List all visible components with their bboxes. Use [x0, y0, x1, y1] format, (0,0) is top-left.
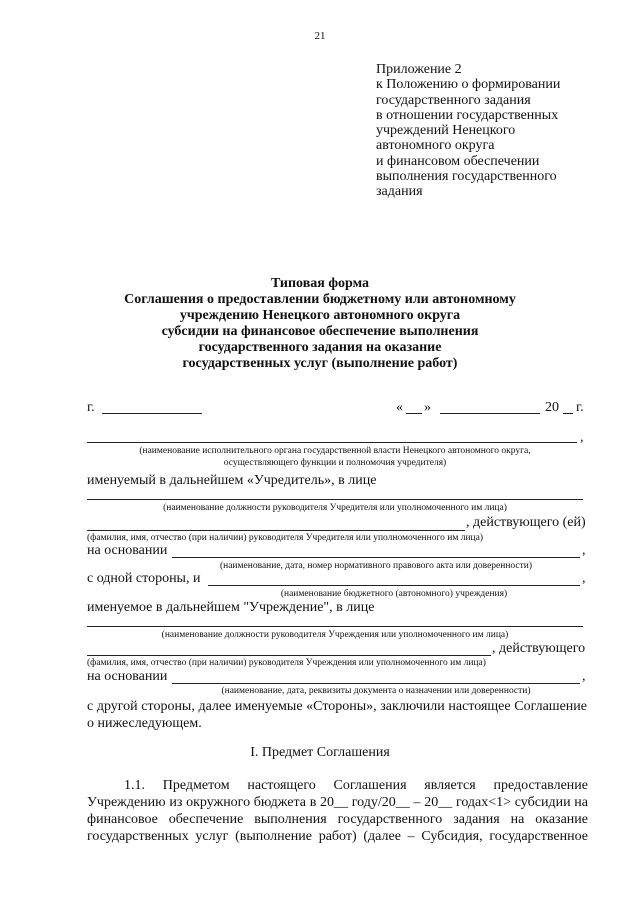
appendix-line: и финансовом обеспечении	[376, 153, 540, 169]
title-line: государственного задания на оказание	[198, 340, 442, 355]
org-name-blank	[87, 442, 577, 443]
basis-label-2: на основании	[87, 669, 168, 684]
basis-label: на основании	[87, 543, 168, 558]
paragraph-line-2: Учреждению из окружного бюджета в 20__ году/20__ – 20__ годах<1> субсидии на	[87, 795, 588, 810]
caption-basis-2: (наименование, дата, реквизиты документа о назначении или доверенности)	[221, 686, 531, 696]
appendix-line: учреждений Ненецкого	[376, 123, 516, 139]
institution-named-text: именуемое в дальнейшем "Учреждение", в лице	[87, 600, 375, 615]
paragraph-line-1: 1.1. Предметом настоящего Соглашения является предоставление	[124, 778, 588, 793]
inst-name-blank	[87, 655, 491, 656]
caption-inst-name: (фамилия, имя, отчество (при наличии) руководителя Учреждения или уполномоченного им лица)	[87, 658, 486, 668]
inst-position-blank	[87, 626, 583, 627]
acting-feminine-text: , действующего (ей)	[466, 515, 586, 530]
comma: ,	[582, 669, 586, 684]
appendix-line: автономного округа	[376, 138, 495, 154]
caption-basis: (наименование, дата, номер нормативного правового акта или доверенности)	[219, 561, 533, 571]
year-suffix: г.	[576, 400, 584, 415]
caption-founder-position: (наименование должности руководителя Учредителя или уполномоченного им лица)	[163, 503, 507, 513]
appendix-line: задания	[376, 184, 423, 200]
founder-position-blank	[87, 499, 583, 500]
title-line: Соглашения о предоставлении бюджетному или автономному	[124, 292, 516, 307]
paragraph-line-4: государственных услуг (выполнение работ) (далее – Субсидия, государственное	[87, 829, 588, 844]
month-blank	[440, 413, 540, 414]
comma: ,	[580, 430, 584, 445]
city-prefix: г.	[87, 400, 95, 415]
appendix-block	[376, 62, 560, 200]
other-side-line-2: о нижеследующем.	[87, 716, 202, 731]
appendix-line: к Положению о формировании	[376, 77, 561, 93]
paragraph-line-3: финансовое обеспечение выполнения государственного задания на оказание	[87, 812, 588, 827]
caption-institution: (наименование бюджетного (автономного) учреждения)	[280, 589, 508, 599]
date-quote-close: »	[424, 400, 431, 415]
caption-inst-position: (наименование должности руководителя Учреждения или уполномоченного им лица)	[161, 630, 509, 640]
comma: ,	[582, 543, 586, 558]
acting-text: , действующего	[492, 641, 586, 656]
document-title	[60, 276, 580, 372]
page-number: 21	[314, 30, 326, 42]
other-side-line-1: с другой стороны, далее именуемые «Стороны», заключили настоящее Соглашение	[87, 699, 587, 714]
title-line: Типовая форма	[270, 276, 370, 291]
title-line: учреждению Ненецкого автономного округа	[179, 308, 461, 323]
founder-name-blank	[87, 530, 465, 531]
appendix-line: государственного задания	[376, 92, 531, 108]
basis-blank	[172, 557, 580, 558]
caption-founder-name: (фамилия, имя, отчество (при наличии) руководителя Учредителя или уполномоченного им лица)	[87, 533, 484, 543]
city-blank	[102, 413, 202, 414]
caption-org-2: осуществляющего функции и полномочия учредителя)	[223, 458, 447, 468]
date-quote-open: «	[396, 400, 403, 415]
title-line: государственных услуг (выполнение работ)	[182, 356, 458, 371]
founder-named-text: именуемый в дальнейшем «Учредитель», в лице	[87, 473, 377, 488]
year-prefix: 20	[545, 400, 559, 415]
title-line: субсидии на финансовое обеспечение выполнения	[161, 324, 479, 339]
basis-blank-2	[172, 683, 580, 684]
year-blank	[563, 413, 573, 414]
caption-org-1: (наименование исполнительного органа государственной власти Ненецкого автономного округа,	[139, 446, 531, 456]
appendix-line: Приложение 2	[376, 62, 462, 77]
appendix-line: в отношении государственных	[376, 107, 559, 123]
appendix-line: выполнения государственного	[376, 169, 557, 185]
institution-blank	[208, 585, 580, 586]
one-side-text: с одной стороны, и	[87, 571, 201, 586]
comma: ,	[582, 571, 586, 586]
day-blank	[406, 413, 422, 414]
section-title: I. Предмет Соглашения	[250, 745, 390, 760]
